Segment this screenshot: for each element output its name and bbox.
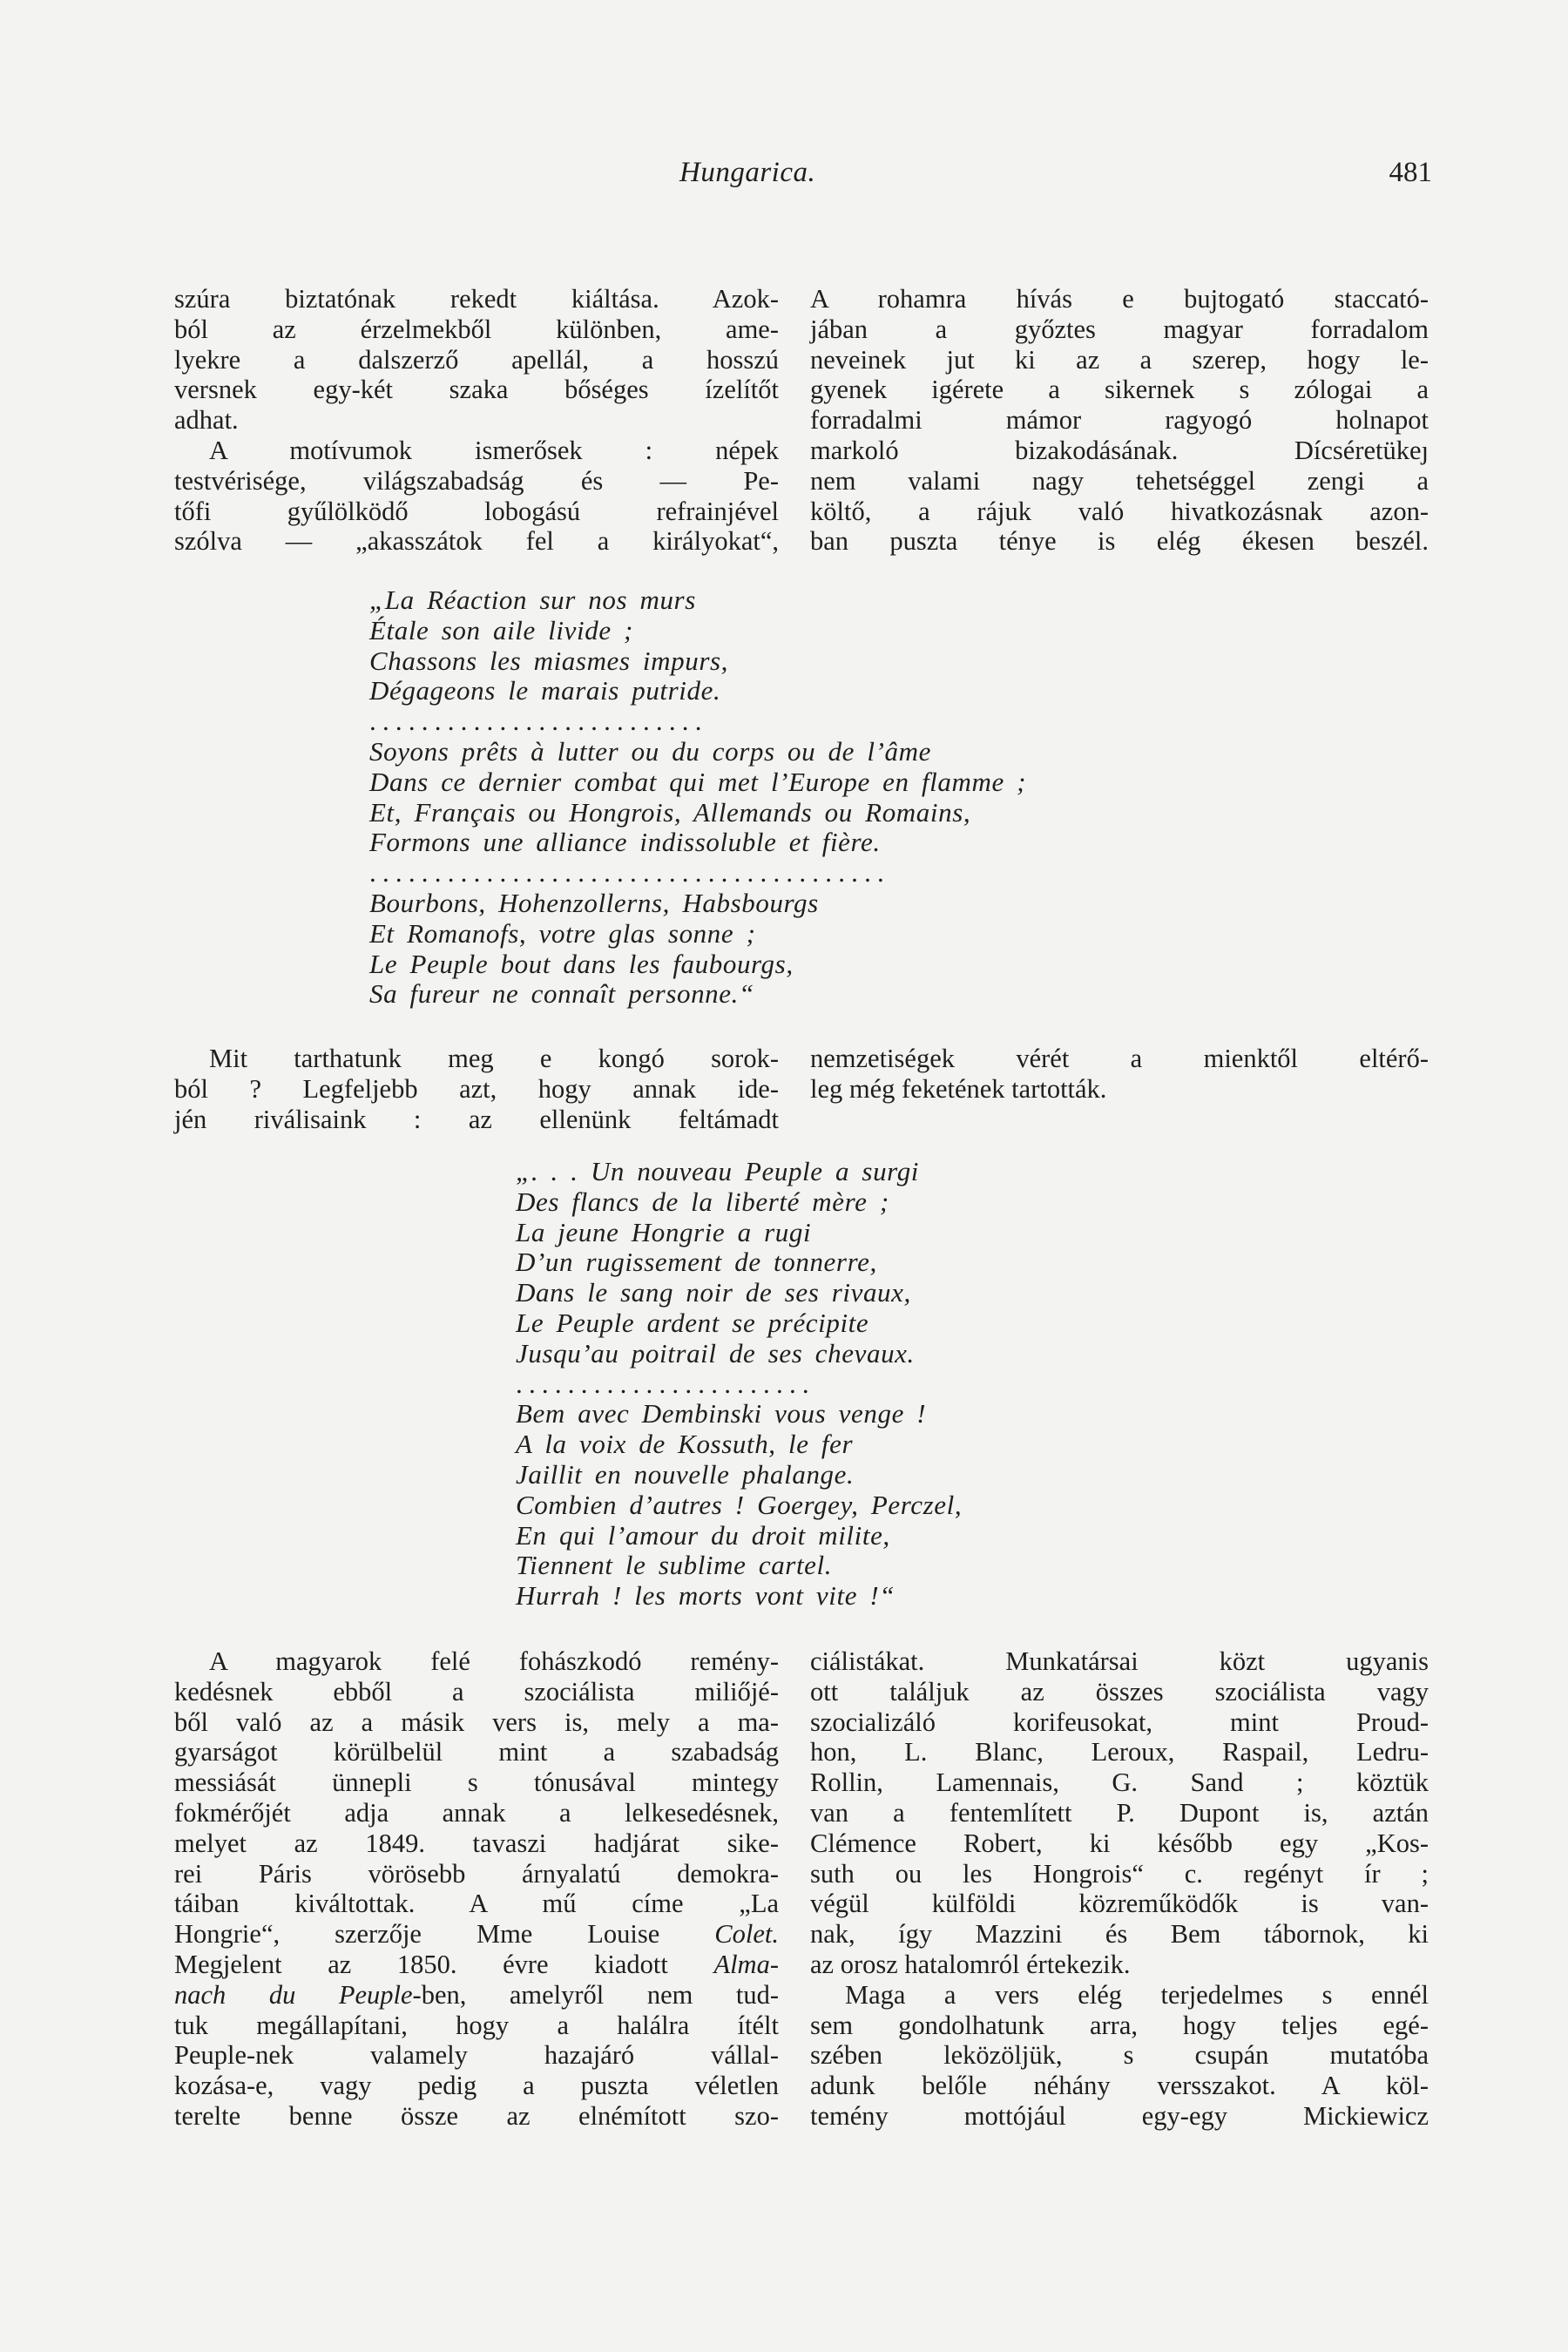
block3-left-column (174, 1646, 779, 2132)
text-line: ból ? Legfeljebb azt, hogy annak ide- (174, 1073, 779, 1104)
verse-line: Dans le sang noir de ses rivaux, (516, 1277, 911, 1308)
text-line: kedésnek ebből a szociálista miliőjé- (174, 1676, 779, 1707)
text-line: ciálistákat. Munkatársai közt ugyanis (810, 1646, 1429, 1676)
text-line: leg még feketének tartották. (810, 1073, 1107, 1104)
verse-line: A la voix de Kossuth, le fer (516, 1429, 854, 1460)
verse-line: „La Réaction sur nos murs (369, 585, 696, 615)
block1-left-column (174, 284, 779, 557)
text-line: suth ou les Hongrois“ c. regényt ír ; (810, 1858, 1429, 1889)
block3-right-column (810, 1646, 1429, 2132)
text-line: Rollin, Lamennais, G. Sand ; köztük (810, 1767, 1429, 1798)
text-line: lyekre a dalszerző apellál, a hosszú (174, 344, 779, 375)
ellipsis-separator: .......................... (369, 706, 708, 737)
text-line: kozása-e, vagy pedig a puszta véletlen (174, 2071, 779, 2101)
text-line: ban puszta ténye is elég ékesen beszél. (810, 526, 1429, 557)
text-line: ott találjuk az összes szociálista vagy (810, 1676, 1429, 1707)
running-head (174, 157, 1432, 200)
text-line: Maga a vers elég terjedelmes s ennél (845, 1979, 1429, 2010)
text-line: van a fentemlített P. Dupont is, aztán (810, 1797, 1429, 1828)
verse-line: Des flancs de la liberté mère ; (516, 1186, 889, 1217)
block1-right-column (810, 284, 1429, 557)
text-line: gyenek igérete a sikernek s zólogai a (810, 375, 1429, 405)
text-line: költő, a rájuk való hivatkozásnak azon- (810, 496, 1429, 526)
text-line: adhat. (174, 405, 239, 436)
italic-title-fragment: Alma- (713, 1949, 779, 1979)
ellipsis-separator: ....................... (516, 1368, 815, 1399)
verse-line: Et, Français ou Hongrois, Allemands ou Romains, (369, 796, 971, 828)
verse-line: Formons une alliance indissoluble et fière. (369, 827, 881, 858)
text-line: A magyarok felé fohászkodó remény- (209, 1646, 779, 1676)
italic-author-name: Colet. (714, 1919, 779, 1950)
text-line: forradalmi mámor ragyogó holnapot (810, 405, 1429, 436)
text-line (174, 1919, 779, 1950)
page-number: 481 (1389, 157, 1432, 188)
text-line: testvérisége, világszabadság és — Pe- (174, 465, 779, 496)
text-line: A motívumok ismerősek : népek (209, 435, 779, 465)
italic-title-fragment: nach du Peuple (174, 1979, 413, 2010)
text-line: versnek egy-két szaka bőséges ízelítőt (174, 375, 779, 405)
verse-line: „. . . Un nouveau Peuple a surgi (516, 1156, 920, 1186)
text-segment: Megjelent az 1850. évre kiadott (174, 1949, 714, 1979)
text-line: jén riválisaink : az ellenünk feltámadt (174, 1104, 779, 1134)
text-line: az orosz hatalomról értekezik. (810, 1949, 1131, 1979)
verse-line: Bourbons, Hohenzollerns, Habsbourgs (369, 887, 819, 918)
text-line: terelte benne össze az elnémított szo- (174, 2100, 779, 2131)
text-line: Clémence Robert, ki később egy „Kos- (810, 1828, 1429, 1858)
text-line (174, 1950, 779, 1980)
text-line: sem gondolhatunk arra, hogy teljes egé- (810, 2010, 1429, 2040)
verse-line: D’un rugissement de tonnerre, (516, 1247, 877, 1278)
text-line: jában a győztes magyar forradalom (810, 314, 1429, 344)
verse-line: Jusqu’au poitrail de ses chevaux. (516, 1337, 915, 1369)
text-line: gyarságot körülbelül mint a szabadság (174, 1737, 779, 1767)
verse-line: Et Romanofs, votre glas sonne ; (369, 917, 756, 949)
verse-line: Soyons prêts à lutter ou du corps ou de l’âme (369, 735, 931, 767)
text-line: Mit tarthatunk meg e kongó sorok- (209, 1044, 779, 1073)
verse-line: Dans ce dernier combat qui met l’Europe en flamme ; (369, 766, 1027, 797)
verse-line: Tiennent le sublime cartel. (516, 1550, 833, 1581)
block2-right-column (810, 1044, 1429, 1105)
text-line: rei Páris vörösebb árnyalatú demokra- (174, 1858, 779, 1889)
verse-line: Dégageons le marais putride. (369, 675, 721, 706)
verse-line: En qui l’amour du droit milite, (516, 1519, 890, 1551)
text-line: nak, így Mazzini és Bem tábornok, ki (810, 1919, 1429, 1950)
text-line: szében leközöljük, s csupán mutatóba (810, 2040, 1429, 2071)
text-line: markoló bizakodásának. Dícséretükeȷ (810, 435, 1429, 465)
text-line: hon, L. Blanc, Leroux, Raspail, Ledru- (810, 1737, 1429, 1767)
text-line: messiását ünnepli s tónusával mintegy (174, 1767, 779, 1798)
text-line: A rohamra hívás e bujtogató staccató- (810, 284, 1429, 314)
verse-line: Le Peuple ardent se précipite (516, 1307, 869, 1338)
text-line: szólva — „akasszátok fel a királyokat“, (174, 526, 779, 557)
poem-quote-1 (369, 585, 1026, 1010)
verse-line: Sa fureur ne connaît personne.“ (369, 978, 754, 1010)
block2-left-column (174, 1044, 779, 1134)
text-line: szocializáló korifeusokat, mint Proud- (810, 1707, 1429, 1737)
text-segment: -ben, amelyről nem tud- (412, 1979, 779, 2010)
running-title: Hungarica. (679, 157, 816, 188)
verse-line: Bem avec Dembinski vous venge ! (516, 1398, 927, 1429)
text-line: szúra biztatónak rekedt kiáltása. Azok- (174, 284, 779, 314)
verse-line: Jaillit en nouvelle phalange. (516, 1458, 855, 1490)
text-segment: Hongrie“, szerzője Mme Louise (174, 1919, 715, 1950)
verse-line: Étale son aile livide ; (369, 614, 633, 645)
text-line: adunk belőle néhány versszakot. A köl- (810, 2071, 1429, 2101)
text-line: ból az érzelmekből különben, ame- (174, 314, 779, 344)
verse-line: La jeune Hongrie a rugi (516, 1216, 812, 1247)
text-line (174, 1980, 779, 2011)
text-line: táiban kiváltottak. A mű címe „La (174, 1889, 779, 1919)
verse-line: Hurrah ! les morts vont vite !“ (516, 1580, 896, 1612)
poem-quote-2 (516, 1157, 962, 1612)
ellipsis-separator: ........................................ (369, 857, 890, 889)
text-line: nemzetiségek vérét a mienktől eltérő- (810, 1044, 1429, 1073)
text-line: nem valami nagy tehetséggel zengi a (810, 465, 1429, 496)
text-line: Peuple-nek valamely hazajáró vállal- (174, 2040, 779, 2071)
verse-line: Le Peuple bout dans les faubourgs, (369, 948, 794, 979)
text-line: temény mottójául egy-egy Mickiewicz (810, 2100, 1429, 2131)
text-line: tuk megállapítani, hogy a halálra ítélt (174, 2010, 779, 2040)
text-line: neveinek jut ki az a szerep, hogy le- (810, 344, 1429, 375)
verse-line: Chassons les miasmes impurs, (369, 645, 729, 676)
text-line: ből való az a másik vers is, mely a ma- (174, 1707, 779, 1737)
text-line: tőfi gyűlölködő lobogású refrainjével (174, 496, 779, 526)
text-line: fokmérőjét adja annak a lelkesedésnek, (174, 1797, 779, 1828)
verse-line: Combien d’autres ! Goergey, Perczel, (516, 1489, 963, 1520)
text-line: végül külföldi közreműködők is van- (810, 1889, 1429, 1919)
text-line: melyet az 1849. tavaszi hadjárat sike- (174, 1828, 779, 1858)
